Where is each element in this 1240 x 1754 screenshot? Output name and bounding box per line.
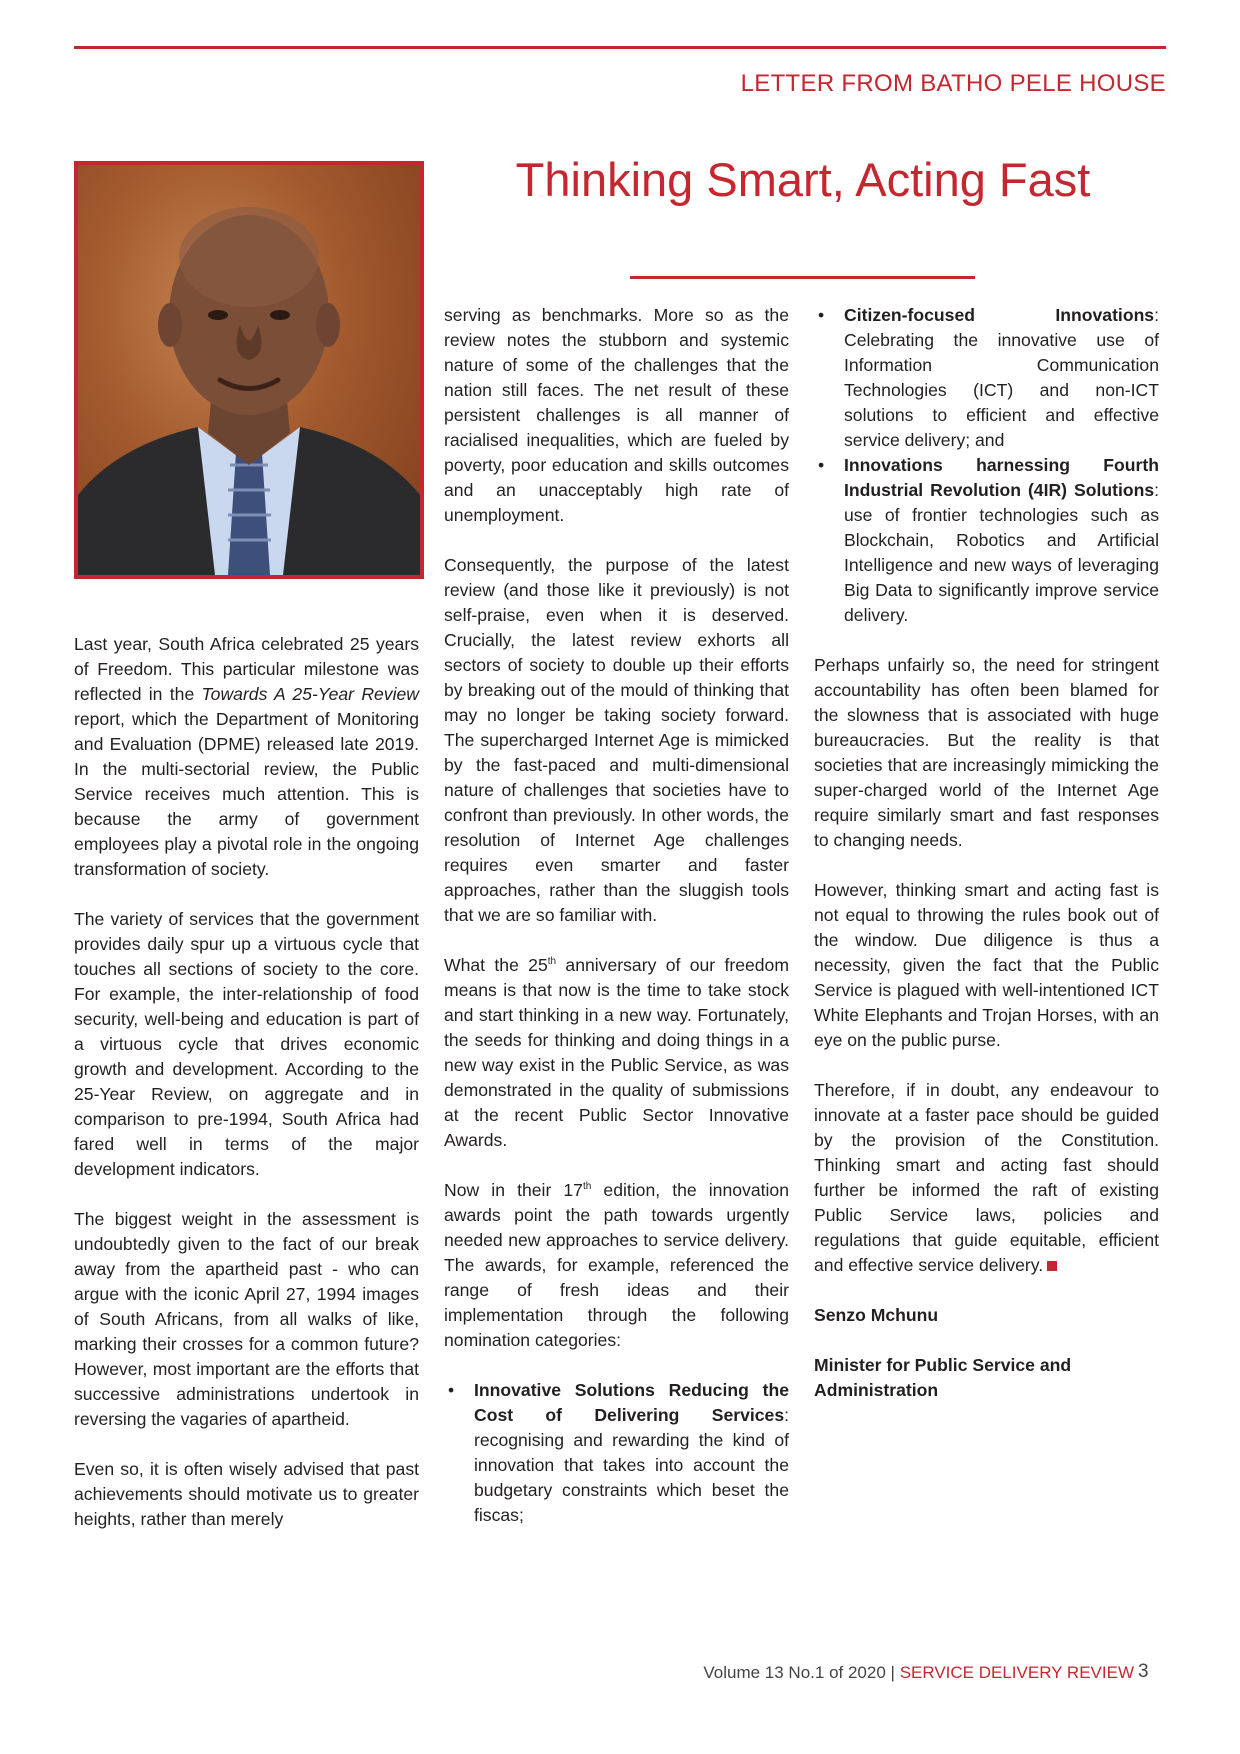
footer — [703, 1663, 1134, 1683]
paragraph: Last year, South Africa celebrated 25 years of Freedom. This particular milestone was reflected in the Towards A 25-Year Review report, which the Department of Monitoring and Evaluation (DPME) released late 2019. In the multi-sectorial review, the Public Service receives much attention. This is because the army of government employees play a pivotal role in the ongoing transformation of society. — [74, 634, 420, 879]
paragraph: Even so, it is often wisely advised that past achievements should motivate us to greater heights, rather than merely — [74, 1459, 419, 1529]
report-title: Towards A 25-Year Review — [201, 684, 420, 704]
paragraph: However, thinking smart and acting fast is not equal to throwing the rules book out of the window. Due diligence is thus a necessity, given the fact that the Public Service is plagued with well-intentioned ICT White Elephants and Trojan Horses, with an eye on the public purse. — [814, 880, 1159, 1050]
page-number: 3 — [1138, 1661, 1149, 1682]
nomination-list — [444, 1378, 789, 1528]
portrait-illustration — [78, 165, 420, 575]
paragraph: serving as benchmarks. More so as the review notes the stubborn and systemic nature of some of the challenges that the nation still faces. The net result of these persistent challenges is all manner of racialised inequalities, which are fueled by poverty, poor education and skills outcomes and an unacceptably high rate of unemployment. — [444, 305, 789, 525]
footer-separator: | — [890, 1663, 895, 1682]
list-item: • Innovative Solutions Reducing the Cost of Delivering Services: recognising and rewarding the kind of innovation that takes into account the budgetary constraints which beset the fiscas; — [444, 1378, 789, 1528]
volume-info: Volume 13 No.1 of 2020 — [703, 1663, 886, 1682]
paragraph: Therefore, if in doubt, any endeavour to innovate at a faster pace should be guided by the provision of the Constitution. Thinking smart and acting fast should further be informed the raft of existing Public Service laws, policies and regulations that guide equitable, efficient and effective service delivery. — [814, 1080, 1159, 1275]
list-item: • Innovations harnessing Fourth Industrial Revolution (4IR) Solutions: use of frontier technologies such as Blockchain, Robotics and Artificial Intelligence and new ways of leveraging Big Data to significantly improve service delivery. — [814, 453, 1159, 628]
column-1 — [74, 632, 419, 1557]
nomination-list-continued — [814, 303, 1159, 628]
paragraph: The variety of services that the government provides daily spur up a virtuous cycle that touches all sections of society to the core. For example, the inter-relationship of food security, well-being and education is part of a virtuous cycle that drives economic growth and development. According to the 25-Year Review, on aggregate and in comparison to pre-1994, South Africa had fared well in terms of the major development indicators. — [74, 909, 419, 1179]
section-label: LETTER FROM BATHO PELE HOUSE — [740, 70, 1166, 97]
top-rule — [74, 46, 1166, 49]
paragraph: Now in their 17th edition, the innovation awards point the path towards urgently needed new approaches to service delivery. The awards, for example, referenced the range of fresh ideas and their implementation through the following nomination categories: — [444, 1180, 789, 1350]
paragraph: Consequently, the purpose of the latest review (and those like it previously) is not self-praise, even when it is deserved. Crucially, the latest review exhorts all sectors of society to double up their efforts by breaking out of the mould of thinking that may no longer be taking society forward. The supercharged Internet Age is mimicked by the fast-paced and multi-dimensional nature of challenges that societies have to confront than previously. In other words, the resolution of Internet Age challenges requires even smarter and faster approaches, rather than the sluggish tools that we are so familiar with. — [444, 555, 789, 925]
article-title: Thinking Smart, Acting Fast — [515, 153, 1091, 206]
square-end-mark-icon — [1047, 1261, 1057, 1271]
column-2 — [444, 303, 789, 1553]
minister-photo — [74, 161, 424, 579]
column-3 — [814, 303, 1159, 1428]
paragraph: Perhaps unfairly so, the need for stringent accountability has often been blamed for the slowness that is associated with huge bureaucracies. But the reality is that societies that are increasingly mimicking the super-charged world of the Internet Age require similarly smart and fast responses to changing needs. — [814, 655, 1159, 850]
paragraph: The biggest weight in the assessment is undoubtedly given to the fact of our break away from the apartheid past - who can argue with the iconic April 27, 1994 images of South Africans, from all walks of like, marking their crosses for a common future? However, most important are the efforts that successive administrations undertook in reversing the vagaries of apartheid. — [74, 1209, 419, 1429]
signature-name: Senzo Mchunu — [814, 1305, 939, 1325]
list-item: • Citizen-focused Innovations: Celebrating the innovative use of Information Communication Technologies (ICT) and non-ICT solutions to efficient and effective service delivery; and — [814, 303, 1159, 453]
paragraph: What the 25th anniversary of our freedom means is that now is the time to take stock and start thinking in a new way. Fortunately, the seeds for thinking and doing things in a new way exist in the Public Service, as was demonstrated in the quality of submissions at the recent Public Sector Innovative Awards. — [444, 955, 789, 1150]
publication-name: SERVICE DELIVERY REVIEW — [899, 1663, 1134, 1682]
title-rule — [630, 276, 975, 279]
signature-title: Minister for Public Service and Administration — [814, 1355, 1072, 1400]
